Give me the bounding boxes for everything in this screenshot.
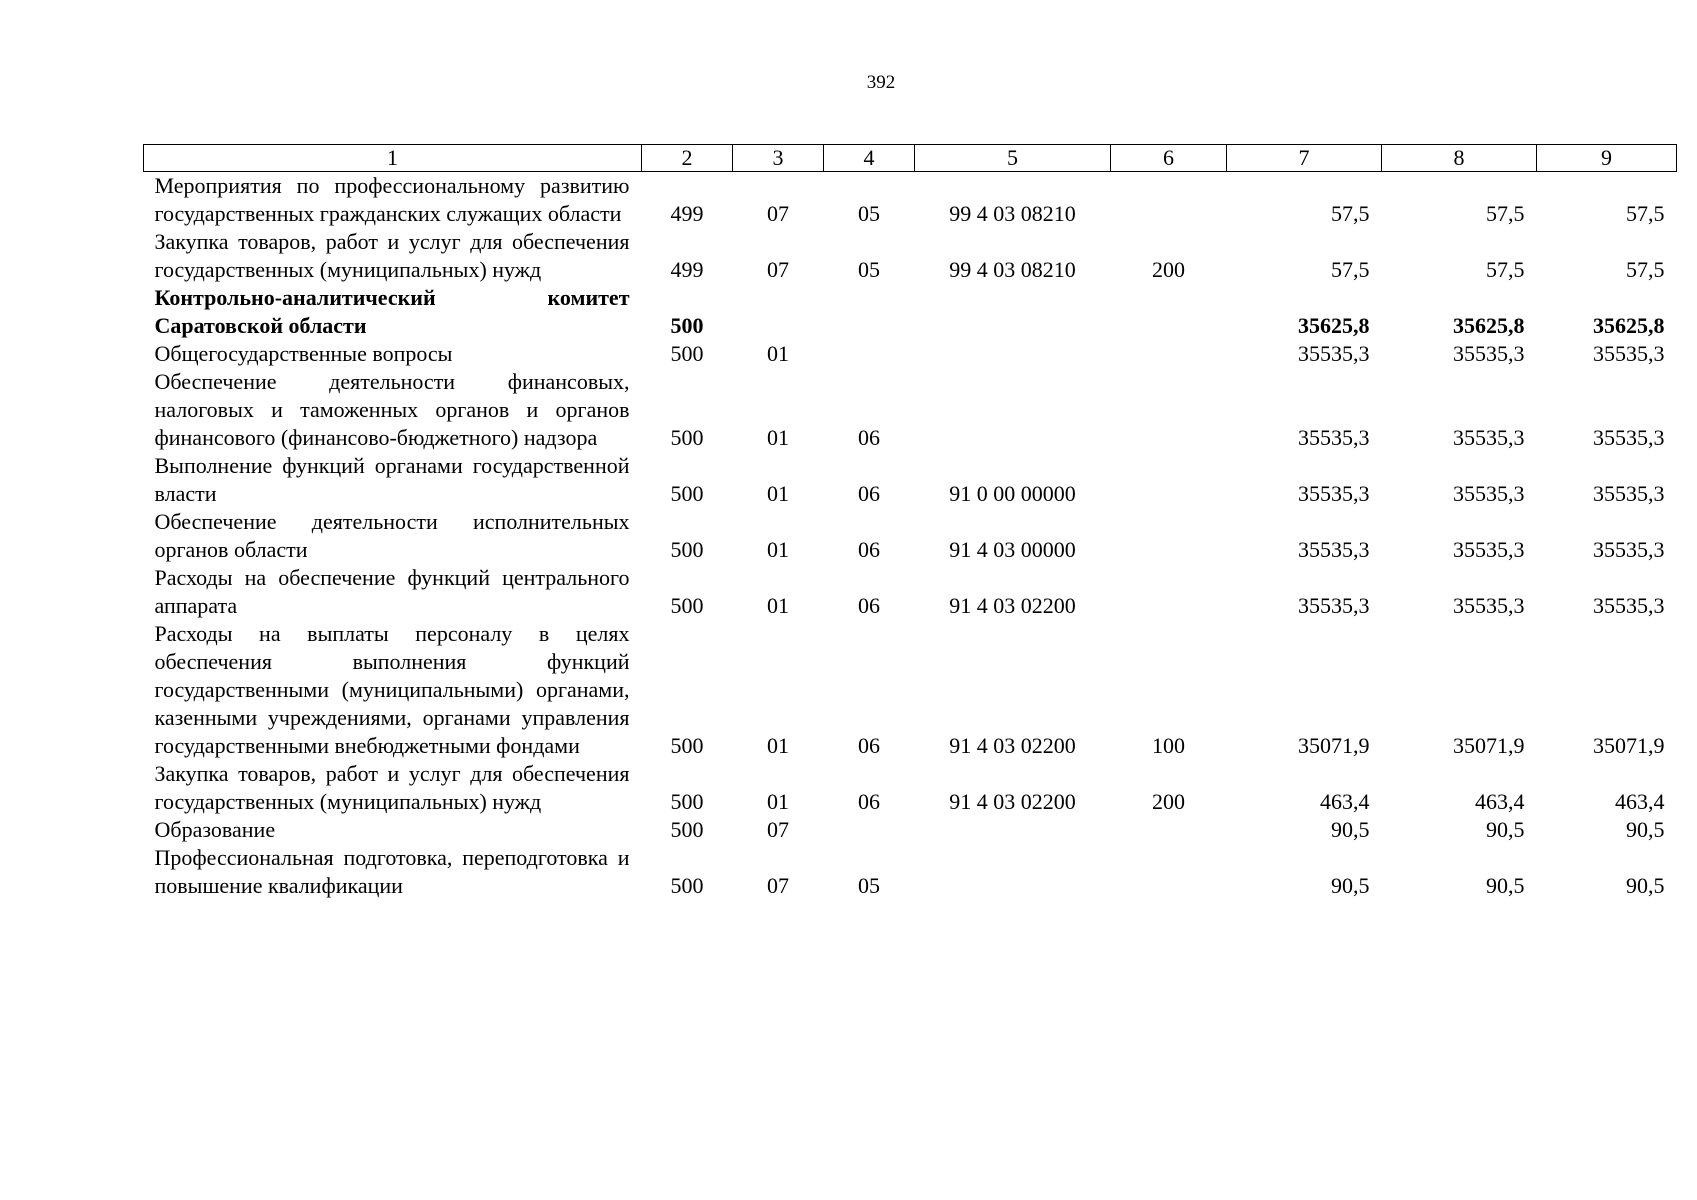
cell-target-article [915, 816, 1111, 844]
cell-subsection [824, 284, 915, 340]
cell-expense-type [1111, 340, 1227, 368]
cell-target-article: 91 4 03 02200 [949, 593, 1076, 618]
table-row [144, 368, 1677, 452]
cell-name: Закупка товаров, работ и услуг для обеспечения государственных (муниципальных) нужд [154, 229, 630, 282]
column-header: 9 [1537, 145, 1677, 172]
cell-expense-type: 200 [1152, 789, 1185, 814]
cell-amount-1: 463,4 [1320, 789, 1370, 814]
cell-target-article: 99 4 03 08210 [949, 257, 1076, 282]
cell-amount-1: 35535,3 [1298, 481, 1370, 506]
cell-amount-2: 35071,9 [1453, 733, 1525, 758]
cell-section: 01 [767, 425, 789, 450]
column-header: 2 [642, 145, 733, 172]
column-header: 1 [144, 145, 642, 172]
cell-amount-2: 35535,3 [1453, 593, 1525, 618]
cell-name: Профессиональная подготовка, переподготовка и повышение квалификации [154, 845, 630, 898]
column-header: 5 [915, 145, 1111, 172]
cell-amount-3: 463,4 [1615, 789, 1665, 814]
cell-section: 01 [767, 733, 789, 758]
cell-name: Расходы на выплаты персоналу в целях обеспечения выполнения функций государственными (муниципальными) органами, казенными учреждениями, органами управления государственными внебюджетными фондами [154, 621, 630, 758]
cell-section: 07 [767, 873, 789, 898]
cell-amount-2: 90,5 [1486, 873, 1525, 898]
cell-amount-1: 35535,3 [1298, 593, 1370, 618]
cell-admin-code: 500 [670, 481, 704, 506]
column-header: 3 [733, 145, 824, 172]
cell-section: 01 [767, 481, 789, 506]
cell-target-article: 91 0 00 00000 [949, 481, 1076, 506]
cell-amount-3: 35535,3 [1593, 593, 1665, 618]
column-header: 7 [1227, 145, 1382, 172]
cell-subsection: 06 [858, 733, 880, 758]
cell-name: Выполнение функций органами государственной власти [154, 453, 630, 506]
cell-amount-1: 35071,9 [1298, 733, 1370, 758]
cell-amount-1: 35625,8 [1298, 313, 1370, 338]
cell-name: Общегосударственные вопросы [154, 341, 453, 366]
table-row [144, 620, 1677, 760]
cell-amount-2: 463,4 [1475, 789, 1525, 814]
cell-amount-2: 35535,3 [1453, 425, 1525, 450]
cell-amount-2: 57,5 [1486, 201, 1525, 226]
cell-target-article: 91 4 03 00000 [949, 537, 1076, 562]
cell-name: Закупка товаров, работ и услуг для обеспечения государственных (муниципальных) нужд [154, 761, 630, 814]
cell-amount-3: 90,5 [1626, 873, 1665, 898]
cell-amount-3: 90,5 [1626, 817, 1665, 842]
cell-expense-type [1111, 452, 1227, 508]
cell-amount-3: 57,5 [1626, 201, 1665, 226]
column-header: 8 [1382, 145, 1537, 172]
cell-subsection [824, 816, 915, 844]
cell-amount-2: 57,5 [1486, 257, 1525, 282]
cell-amount-1: 90,5 [1331, 817, 1370, 842]
table-row [144, 844, 1677, 900]
cell-amount-1: 35535,3 [1298, 341, 1370, 366]
page-number: 392 [866, 72, 896, 93]
table-row [144, 452, 1677, 508]
table-header [144, 145, 1677, 172]
table-row [144, 284, 1677, 340]
cell-target-article [915, 368, 1111, 452]
cell-admin-code: 500 [670, 313, 704, 338]
cell-section [733, 284, 824, 340]
table-row [144, 760, 1677, 816]
cell-amount-3: 35071,9 [1593, 733, 1665, 758]
cell-target-article [915, 284, 1111, 340]
cell-amount-3: 35535,3 [1593, 425, 1665, 450]
cell-expense-type: 100 [1152, 733, 1185, 758]
cell-section: 01 [767, 789, 789, 814]
cell-name: Обеспечение деятельности исполнительных органов области [154, 509, 630, 562]
cell-expense-type [1111, 564, 1227, 620]
table-row [144, 340, 1677, 368]
cell-subsection [824, 340, 915, 368]
cell-amount-3: 35625,8 [1593, 313, 1665, 338]
cell-admin-code: 500 [670, 425, 704, 450]
cell-amount-2: 35535,3 [1453, 481, 1525, 506]
table-row [144, 816, 1677, 844]
cell-name: Обеспечение деятельности финансовых, налоговых и таможенных органов и органов финансового (финансово-бюджетного) надзора [154, 369, 630, 450]
cell-expense-type: 200 [1152, 257, 1185, 282]
cell-amount-1: 35535,3 [1298, 425, 1370, 450]
cell-amount-3: 35535,3 [1593, 481, 1665, 506]
cell-target-article [915, 844, 1111, 900]
cell-admin-code: 499 [670, 201, 704, 226]
cell-admin-code: 500 [670, 341, 704, 366]
cell-target-article: 99 4 03 08210 [949, 201, 1076, 226]
cell-amount-3: 35535,3 [1593, 341, 1665, 366]
cell-expense-type [1111, 508, 1227, 564]
cell-expense-type [1111, 844, 1227, 900]
cell-subsection: 05 [858, 873, 880, 898]
table-row [144, 172, 1677, 229]
cell-admin-code: 500 [670, 733, 704, 758]
cell-amount-2: 35625,8 [1453, 313, 1525, 338]
cell-expense-type [1111, 816, 1227, 844]
cell-section: 07 [767, 201, 789, 226]
cell-target-article: 91 4 03 02200 [949, 733, 1076, 758]
cell-section: 01 [767, 341, 789, 366]
cell-section: 07 [767, 257, 789, 282]
cell-expense-type [1111, 172, 1227, 229]
cell-section: 07 [767, 817, 789, 842]
cell-subsection: 06 [858, 537, 880, 562]
cell-amount-2: 35535,3 [1453, 341, 1525, 366]
cell-subsection: 06 [858, 593, 880, 618]
cell-admin-code: 500 [670, 593, 704, 618]
cell-subsection: 05 [858, 201, 880, 226]
cell-amount-1: 57,5 [1331, 201, 1370, 226]
cell-section: 01 [767, 593, 789, 618]
cell-expense-type [1111, 368, 1227, 452]
cell-amount-2: 35535,3 [1453, 537, 1525, 562]
cell-admin-code: 500 [670, 873, 704, 898]
cell-section: 01 [767, 537, 789, 562]
cell-name: Образование [154, 817, 276, 842]
cell-admin-code: 499 [670, 257, 704, 282]
cell-admin-code: 500 [670, 789, 704, 814]
cell-name: Контрольно-аналитический комитет Саратовской области [154, 285, 630, 338]
cell-subsection: 06 [858, 425, 880, 450]
cell-name: Расходы на обеспечение функций центрального аппарата [154, 565, 630, 618]
column-header: 6 [1111, 145, 1227, 172]
table-row [144, 564, 1677, 620]
cell-amount-3: 57,5 [1626, 257, 1665, 282]
table-row [144, 228, 1677, 284]
budget-table [143, 144, 1677, 900]
cell-subsection: 05 [858, 257, 880, 282]
cell-expense-type [1111, 284, 1227, 340]
cell-name: Мероприятия по профессиональному развитию государственных гражданских служащих области [154, 173, 630, 226]
cell-amount-1: 90,5 [1331, 873, 1370, 898]
cell-admin-code: 500 [670, 817, 704, 842]
cell-amount-3: 35535,3 [1593, 537, 1665, 562]
cell-subsection: 06 [858, 789, 880, 814]
cell-amount-1: 35535,3 [1298, 537, 1370, 562]
cell-target-article [915, 340, 1111, 368]
table-body [144, 172, 1677, 901]
cell-amount-1: 57,5 [1331, 257, 1370, 282]
table-row [144, 508, 1677, 564]
cell-admin-code: 500 [670, 537, 704, 562]
cell-subsection: 06 [858, 481, 880, 506]
cell-amount-2: 90,5 [1486, 817, 1525, 842]
column-header: 4 [824, 145, 915, 172]
cell-target-article: 91 4 03 02200 [949, 789, 1076, 814]
